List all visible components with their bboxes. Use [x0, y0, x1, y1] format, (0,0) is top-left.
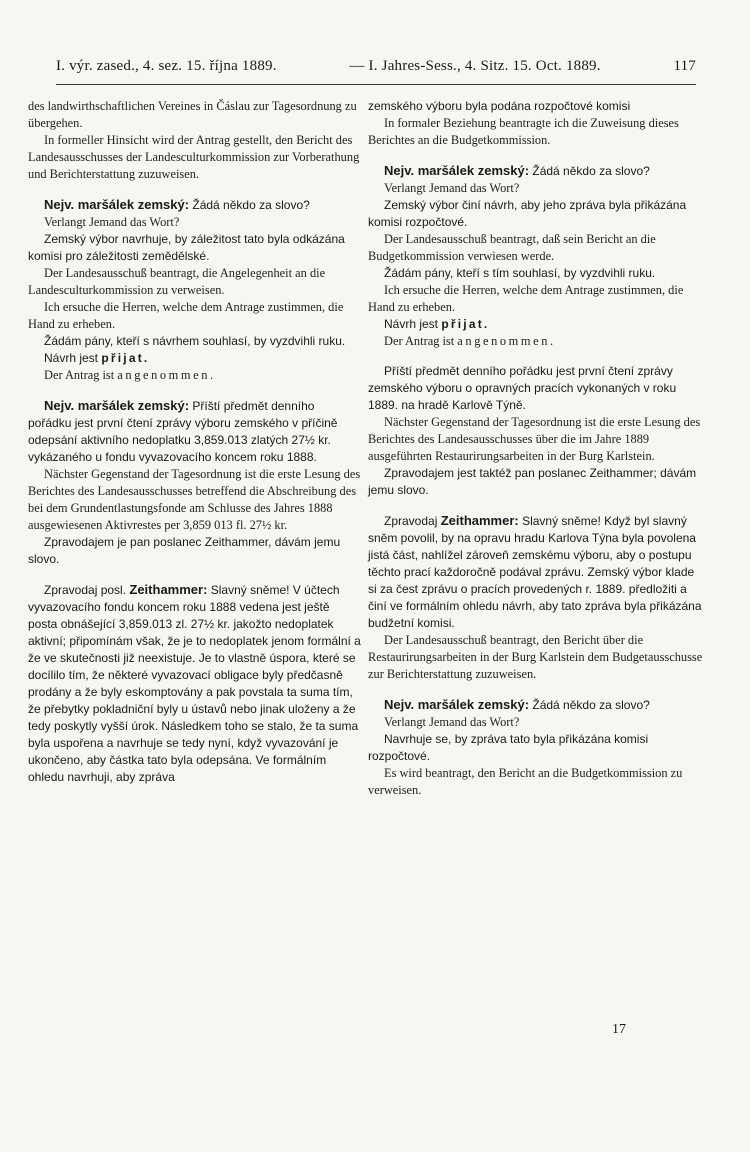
- paragraph: Navrhuje se, by zpráva tato byla přikázána komisi rozpočtové.: [368, 732, 649, 763]
- result-word: přijat.: [101, 351, 150, 365]
- result-prefix: Der Antrag ist: [44, 368, 118, 382]
- right-column: [368, 98, 705, 799]
- paragraph: Ich ersuche die Herren, welche dem Antrage zustimmen, die Hand zu erheben.: [368, 283, 684, 314]
- speech: [368, 696, 705, 714]
- speech-text: Žádá někdo za slovo?: [532, 164, 650, 178]
- paragraph: Zemský výbor navrhuje, by záležitost tato byla odkázána komisi pro záležitosti zemědělské.: [28, 232, 345, 263]
- paragraph: Der Landesausschuß beantragt, die Angelegenheit an die Landesculturkommission zu verweisen.: [28, 266, 326, 297]
- result-line: [28, 367, 361, 384]
- signature-number: 17: [612, 1022, 626, 1037]
- paragraph: Der Landesausschuß beantragt, den Bericht über die Restaurirungsarbeiten in der Burg Karlstein dem Budgetausschusse zur Berichterstattung zuzuweisen.: [368, 633, 703, 681]
- speaker-prefix: Zpravodaj posl.: [44, 583, 130, 597]
- speech: [368, 512, 705, 632]
- speaker-name: Zeithammer:: [129, 582, 208, 597]
- result-line: [368, 316, 705, 333]
- speech-text: Žádá někdo za slovo?: [192, 198, 310, 212]
- speaker-prefix: Zpravodaj: [384, 514, 441, 528]
- header-rule: [56, 84, 696, 85]
- speech-text: Slavný sněme! Když byl slavný sněm povolil, by na opravu hradu Karlova Týna byla povolena jistá část, nahlížel zároveň zemskému výboru, aby o postupu těchto prací každoročně podával zprávu. Zemský výbor klade si za čest zprávu o pracích provedených r. 1889. předložiti a činí ve formálním ohledu návrh, aby tato zpráva byla přikázána budžetní komisi.: [368, 514, 702, 630]
- paragraph: Žádám pány, kteří s návrhem souhlasí, by vyzdvihli ruku.: [44, 334, 346, 348]
- speech-text: Slavný sněme! V účtech vyvazovacího fondu koncem roku 1888 vedena jest ještě posta obnášející 3,859.013 zl. 27½ kr. jakožto nedoplatek aktivní; připomínám však, že je to nedoplatek jenom formální a že ve skutečnosti již neexistuje. Je to vlastně úspora, které se docílilo tím, že některé vyvazovací obligace byly předčasně prodány a že byly eskomptovány a pak povstala ta suma tím, že přebytky pokladniční byly u ústavů nebo jinak uloženy a že tedy poskytly vyšší úrok. Následkem toho se stalo, že ta suma byla uspořena a navrhuje se tedy nyní, když vyvazování je ukončeno, aby částka tato byla odepsána. Ve formálním ohledu navrhuji, aby zpráva: [28, 583, 361, 784]
- running-header: [56, 58, 696, 82]
- paragraph: In formaler Beziehung beantragte ich die Zuweisung dieses Berichtes an die Budgetkommission.: [368, 116, 679, 147]
- paragraph: Ich ersuche die Herren, welche dem Antrage zustimmen, die Hand zu erheben.: [28, 300, 344, 331]
- result-line: [368, 333, 705, 350]
- paragraph: des landwirthschaftlichen Vereines in Čáslau zur Tagesordnung zu übergehen.: [28, 99, 357, 130]
- paragraph: Verlangt Jemand das Wort?: [384, 715, 520, 729]
- header-left: I. výr. zased., 4. sez. 15. října 1889.: [56, 58, 277, 74]
- paragraph: Es wird beantragt, den Bericht an die Budgetkommission zu verweisen.: [368, 766, 683, 797]
- paragraph: Zemský výbor činí návrh, aby jeho zpráva byla přikázána komisi rozpočtové.: [368, 198, 687, 229]
- result-word: angenommen.: [117, 368, 216, 382]
- result-word: přijat.: [441, 317, 490, 331]
- speech: [28, 196, 361, 214]
- speech: [368, 162, 705, 180]
- result-word: angenommen.: [457, 334, 556, 348]
- paragraph: Žádám pány, kteří s tím souhlasí, by vyzdvihli ruku.: [384, 266, 656, 280]
- paragraph: Verlangt Jemand das Wort?: [384, 181, 520, 195]
- paragraph: Nächster Gegenstand der Tagesordnung ist die erste Lesung des Berichtes des Landesausschusses betreffend die Abschreibung des bei dem Grundentlastungsfonde am Schlusse des Jahres 1888 ausgewiesenen Aktivrestes per 3,859 013 fl. 27½ kr.: [28, 467, 361, 532]
- speaker-name: Nejv. maršálek zemský:: [44, 197, 190, 212]
- paragraph: Zpravodajem je pan poslanec Zeithammer, dávám jemu slovo.: [28, 535, 341, 566]
- speaker-name: Nejv. maršálek zemský:: [384, 697, 530, 712]
- header-center: — I. Jahres-Sess., 4. Sitz. 15. Oct. 1889.: [349, 58, 601, 74]
- paragraph: Der Landesausschuß beantragt, daß sein Bericht an die Budgetkommission verwiesen werde.: [368, 232, 656, 263]
- speech: [28, 581, 361, 786]
- paragraph: Nächster Gegenstand der Tagesordnung ist die erste Lesung des Berichtes des Landesausschusses über die im Jahre 1889 ausgeführten Restaurirungsarbeiten in der Burg Karlstein.: [368, 415, 701, 463]
- speaker-name: Nejv. maršálek zemský:: [44, 398, 190, 413]
- speech: [28, 397, 361, 466]
- page-number: 117: [673, 58, 696, 74]
- result-prefix: Návrh jest: [384, 317, 442, 331]
- speech-text: Příští předmět denního pořádku jest první čtení zprávy výboru zemského v příčině odepsání aktivního nedoplatku 3,859.013 zlatých 27½ kr. vykázaného u fondu vyvazovacího koncem roku 1888.: [28, 399, 338, 464]
- result-prefix: Návrh jest: [44, 351, 102, 365]
- paragraph: Zpravodajem jest taktéž pan poslanec Zeithammer; dávám jemu slovo.: [368, 466, 697, 497]
- paragraph: Příští předmět denního pořádku jest první čtení zprávy zemského výboru o opravných pracích vykonaných v roku 1889. na hradě Karlově Týně.: [368, 364, 677, 412]
- speaker-name: Zeithammer:: [440, 513, 519, 528]
- speaker-name: Nejv. maršálek zemský:: [384, 163, 530, 178]
- left-column: [28, 98, 361, 786]
- paragraph: zemského výboru byla podána rozpočtové komisi: [368, 99, 631, 113]
- paragraph: In formeller Hinsicht wird der Antrag gestellt, den Bericht des Landesausschusses der Landesculturkommission zur Vorberathung und Berichterstattung zuzuweisen.: [28, 133, 360, 181]
- paragraph: Verlangt Jemand das Wort?: [44, 215, 180, 229]
- result-line: [28, 350, 361, 367]
- speech-text: Žádá někdo za slovo?: [532, 698, 650, 712]
- result-prefix: Der Antrag ist: [384, 334, 458, 348]
